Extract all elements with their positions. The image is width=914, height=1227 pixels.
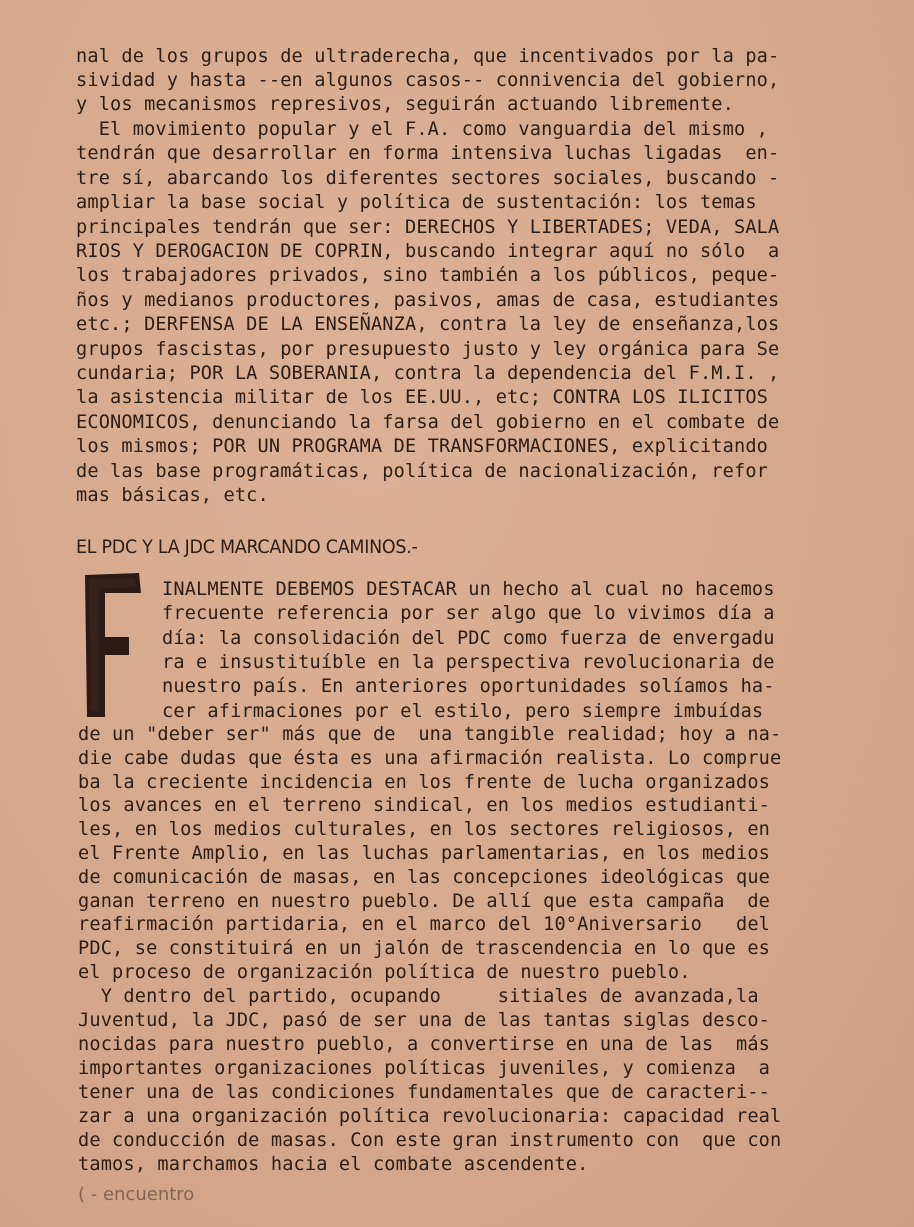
text-line: ra e insustituíble en la perspectiva revolucionaria de <box>162 651 775 673</box>
text-line: el proceso de organización política de nuestro pueblo. <box>78 962 691 983</box>
text-line: les, en los medios culturales, en los sectores religiosos, en <box>78 819 771 841</box>
text-line: RIOS Y DEROGACION DE COPRIN, buscando integrar aquí no sólo a <box>76 241 780 262</box>
text-line: tre sí, abarcando los diferentes sectores sociales, buscando - <box>76 167 780 189</box>
text-line: de un "deber ser" más que de una tangible realidad; hoy a na- <box>78 724 782 745</box>
text-line: nal de los grupos de ultraderecha, que incentivados por la pa- <box>76 46 780 67</box>
text-line: nocidas para nuestro pueblo, a convertirse en una de las más <box>78 1034 771 1055</box>
text-line: tener una de las condiciones fundamentales que de caracteri-- <box>78 1082 771 1103</box>
text-line: reafirmación partidaria, en el marco del 10°Aniversario del <box>78 914 771 936</box>
text-line: ños y medianos productores, pasivos, amas de casa, estudiantes <box>76 289 780 311</box>
text-line: die cabe dudas que ésta es una afirmación realista. Lo comprue <box>78 747 782 769</box>
text-line: El movimiento popular y el F.A. como vanguardia del mismo , <box>76 119 769 140</box>
footer-mark: ( - encuentro <box>78 1184 195 1205</box>
text-line: y los mecanismos represivos, seguirán actuando libremente. <box>76 94 734 115</box>
text-line: ECONOMICOS, denunciando la farsa del gobierno en el combate de <box>76 411 780 433</box>
text-line: INALMENTE DEBEMOS DESTACAR un hecho al cual no hacemos <box>162 579 775 600</box>
text-line: los trabajadores privados, sino también a los públicos, peque- <box>76 265 780 287</box>
text-line: importantes organizaciones políticas juveniles, y comienza a <box>78 1058 771 1079</box>
text-line: tendrán que desarrollar en forma intensiva luchas ligadas en- <box>76 143 780 165</box>
text-line: Juventud, la JDC, pasó de ser una de las tantas siglas desco- <box>78 1010 771 1031</box>
text-line: nuestro país. En anteriores oportunidades solíamos ha- <box>162 676 775 698</box>
text-line: ba la creciente incidencia en los frente de lucha organizados <box>78 771 771 793</box>
text-line: los mismos; POR UN PROGRAMA DE TRANSFORMACIONES, explicitando <box>76 436 769 458</box>
text-line: sividad y hasta --en algunos casos-- connivencia del gobierno, <box>76 70 780 91</box>
text-line: Y dentro del partido, ocupando sitiales de avanzada,la <box>78 986 759 1007</box>
dropcap-f <box>79 571 144 719</box>
text-line: la asistencia militar de los EE.UU., etc; CONTRA LOS ILICITOS <box>76 387 769 409</box>
section-heading: EL PDC Y LA JDC MARCANDO CAMINOS.- <box>76 536 418 558</box>
text-line: día: la consolidación del PDC como fuerza de envergadu <box>162 627 775 649</box>
text-line: zar a una organización política revolucionaria: capacidad real <box>78 1106 782 1127</box>
text-line: de las base programáticas, política de nacionalización, refor <box>76 460 769 482</box>
text-line: los avances en el terreno sindical, en los medios estudianti- <box>78 795 771 817</box>
text-line: mas básicas, etc. <box>76 485 269 506</box>
text-line: ampliar la base social y política de sustentación: los temas <box>76 192 757 214</box>
text-line: PDC, se constituirá en un jalón de trascendencia en lo que es <box>78 938 771 960</box>
text-line: tamos, marchamos hacia el combate ascendente. <box>78 1154 589 1175</box>
text-line: grupos fascistas, por presupuesto justo y ley orgánica para Se <box>76 338 780 360</box>
text-line: de conducción de masas. Con este gran instrumento con que con <box>78 1130 782 1151</box>
text-line: cundaria; POR LA SOBERANIA, contra la dependencia del F.M.I. , <box>76 363 780 384</box>
text-line: de comunicación de masas, en las concepciones ideológicas que <box>78 866 771 888</box>
text-line: ganan terreno en nuestro pueblo. De allí que esta campaña de <box>78 890 771 912</box>
text-line: frecuente referencia por ser algo que lo vivimos día a <box>162 603 775 625</box>
text-line: el Frente Amplio, en las luchas parlamentarias, en los medios <box>78 843 771 864</box>
text-line: cer afirmaciones por el estilo, pero siempre imbuídas <box>162 700 764 722</box>
text-line: etc.; DERFENSA DE LA ENSEÑANZA, contra la ley de enseñanza,los <box>76 314 780 336</box>
text-line: principales tendrán que ser: DERECHOS Y LIBERTADES; VEDA, SALA <box>76 216 780 238</box>
